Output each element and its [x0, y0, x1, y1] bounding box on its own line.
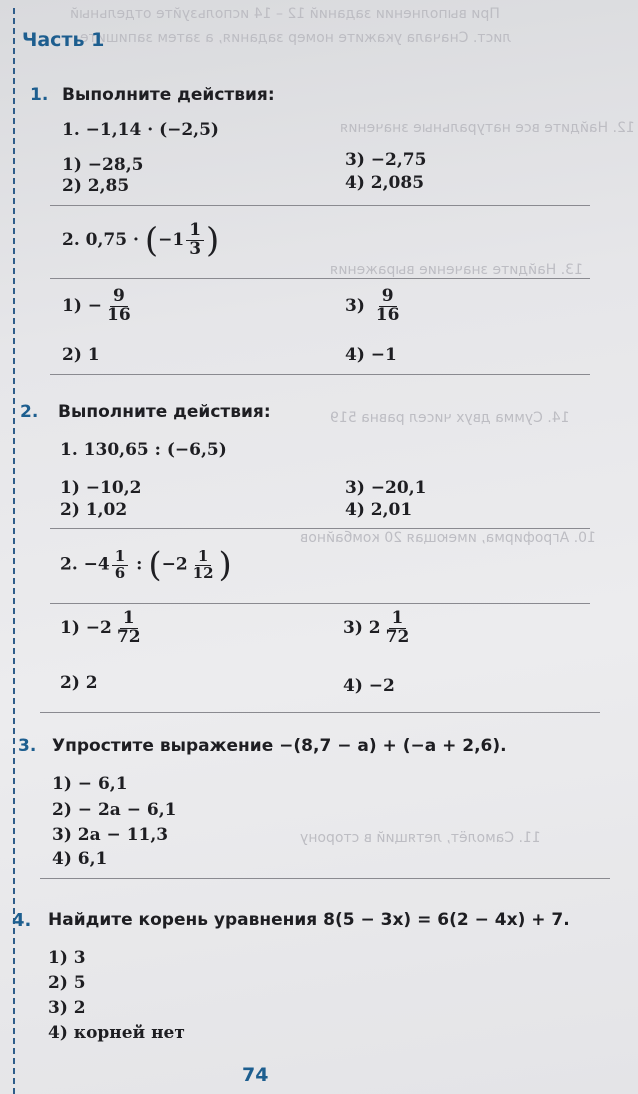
q2-title: Выполните действия:: [58, 402, 271, 422]
q1-task2-option1: 1) − $\frac{9}{16}$: [62, 286, 131, 325]
q3-option2: 2) − 2a − 6,1: [52, 800, 177, 820]
q2-task1-option2: 2) 1,02: [60, 500, 128, 520]
q1-task2-option3: 3) $\frac{9}{16}$: [345, 286, 400, 325]
q3-number: 3.: [18, 736, 37, 756]
q2-task1-option3: 3) −20,1: [345, 478, 427, 498]
q3-option1: 1) − 6,1: [52, 774, 128, 794]
q2-task2-option3: 3) 2 $\frac{1}{72}$: [343, 608, 410, 647]
divider: [50, 374, 590, 375]
q2-task1-option1: 1) −10,2: [60, 478, 142, 498]
q1-task1-expression: 1. −1,14 · (−2,5): [62, 120, 219, 140]
divider: [40, 712, 600, 713]
q4-title: Найдите корень уравнения 8(5 − 3x) = 6(2 − 4x) + 7.: [48, 910, 570, 930]
q1-title: Выполните действия:: [62, 85, 275, 105]
q2-task2-option4: 4) −2: [343, 676, 395, 696]
q1-task2-expression: 2. 0,75 · (−1 $\frac{1}{3}$ ): [62, 220, 220, 261]
divider: [50, 603, 590, 604]
q2-task2-option2: 2) 2: [60, 673, 98, 693]
q2-number: 2.: [20, 402, 39, 422]
q1-task2-option2: 2) 1: [62, 345, 100, 365]
divider: [40, 878, 610, 879]
q1-task1-option2: 2) 2,85: [62, 176, 130, 196]
part-heading: Часть 1: [22, 29, 105, 51]
q2-task2-option1: 1) −2 $\frac{1}{72}$: [60, 608, 141, 647]
q4-option2: 2) 5: [48, 973, 86, 993]
divider: [50, 205, 590, 206]
q4-option4: 4) корней нет: [48, 1023, 185, 1043]
q2-task2-expression: 2. −4 $\frac{1}{6}$ : (−2 $\frac{1}{12}$ ): [60, 545, 232, 585]
q1-number: 1.: [30, 85, 49, 105]
q4-option3: 3) 2: [48, 998, 86, 1018]
q3-option4: 4) 6,1: [52, 849, 108, 869]
divider: [50, 278, 590, 279]
q2-task1-expression: 1. 130,65 : (−6,5): [60, 440, 227, 460]
q1-task2-option4: 4) −1: [345, 345, 397, 365]
page-number: 74: [242, 1064, 269, 1086]
q3-option3: 3) 2a − 11,3: [52, 825, 169, 845]
q4-option1: 1) 3: [48, 948, 86, 968]
q4-number: 4.: [12, 910, 32, 931]
margin-dashed-line: [13, 8, 15, 1094]
q1-task1-option3: 3) −2,75: [345, 150, 427, 170]
q2-task1-option4: 4) 2,01: [345, 500, 413, 520]
q1-task1-option1: 1) −28,5: [62, 155, 144, 175]
divider: [50, 528, 590, 529]
q3-title: Упростите выражение −(8,7 − a) + (−a + 2,6).: [52, 736, 507, 756]
q1-task1-option4: 4) 2,085: [345, 173, 425, 193]
